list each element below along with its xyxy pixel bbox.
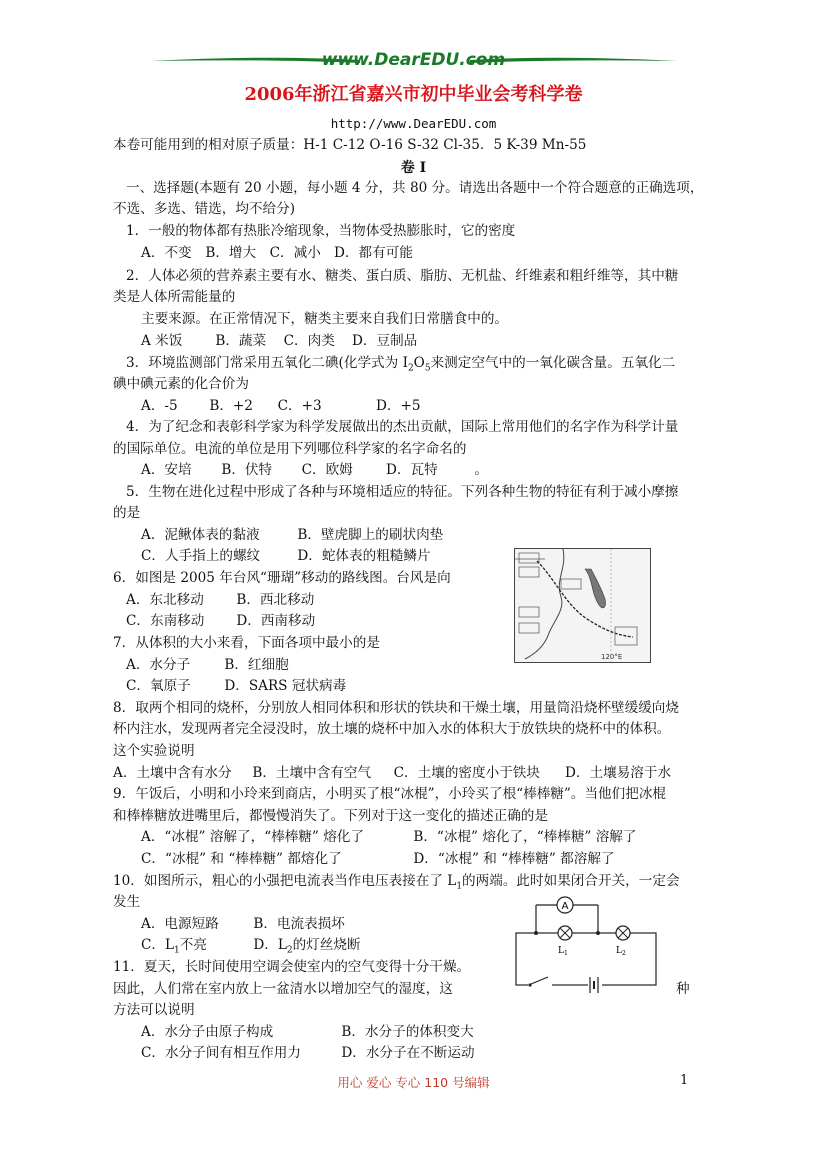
q6-option-b: B．西北移动 [236,592,315,608]
q10-option-d: D．$L_2$的灯丝烧断 [253,937,361,956]
page-number: 1 [680,1073,689,1088]
q10-option-a: A．电源短路 [141,916,219,932]
atomic-mass-line: 本卷可能用到的相对原子质量：H-1 C-12 O-16 S-32 Cl-35．5 K-39 Mn-55 [113,137,587,153]
q5-stem1: 5．生物在进化过程中形成了各种与环境相适应的特征。下列各种生物的特征有利于减小摩擦 [126,484,679,500]
q9-options-row2 [141,849,615,869]
q2-option-d: D．豆制品 [351,333,418,349]
q5-option-a: A．泥鳅体表的黏液 [141,527,260,543]
q11-option-b: B．水分子的体积变大 [341,1024,474,1040]
q9-option-b: B．“冰棍” 熔化了，“棒棒糖” 溶解了 [413,829,637,845]
q4-option-c: C．欧姆 [301,462,353,478]
q11-stem1: 11．夏天，长时间使用空调会使室内的空气变得十分干燥。 [113,959,471,975]
q10-options-row1 [141,914,345,934]
q9-options-row1 [141,827,636,847]
q3-stem1-a: 3．环境监测部门常采用五氧化二碘(化学式为 [126,355,403,371]
q2-options [141,331,417,351]
q7-option-c: C．氧原子 [126,678,191,694]
lamp-l2-label: $L_2$ [616,946,626,957]
q6-options-row1 [126,590,314,610]
q2-option-c: C．肉类 [283,333,335,349]
q4-option-a: A．安培 [141,462,192,478]
q8-options [113,763,671,783]
q11-option-d: D．水分子在不断运动 [341,1045,475,1061]
q8-option-d: D．土壤易溶于水 [564,765,672,781]
q9-option-c: C．“冰棍” 和 “棒棒糖” 都熔化了 [141,851,342,867]
q3-formula: $I_2O_5$ [402,355,431,374]
q4-stem2: 的国际单位。电流的单位是用下列哪位科学家的名字命名的 [113,441,467,457]
q11-option-c: C．水分子间有相互作用力 [141,1045,301,1061]
lamp-l2-icon [616,926,630,940]
q2-stem1: 2．人体必须的营养素主要有水、糖类、蛋白质、脂肪、无机盐、纤维素和粗纤维等，其中糖 [126,268,679,284]
q7-option-d: D．SARS 冠状病毒 [224,678,347,694]
q8-option-c: C．土壤的密度小于铁块 [393,765,540,781]
q3-stem2: 碘中碘元素的化合价为 [113,376,249,392]
q8-stem2: 杯内注水，发现两者完全浸没时，放土壤的烧杯中加入水的体积大于放铁块的烧杯中的体积。 [113,721,671,737]
q3-options [141,396,421,416]
q4-option-b: B．伏特 [221,462,273,478]
q11-stem2: 因此，人们常在室内放上一盆清水以增加空气的湿度，这 [113,981,453,997]
battery-icon [588,977,602,993]
q6-stem: 6．如图是 2005 年台风“珊瑚”移动的路线图。台风是向 [113,570,451,586]
q3-stem1-b: 来测定空气中的一氧化碳含量。五氧化二 [430,355,676,371]
q8-stem1: 8．取两个相同的烧杯，分别放人相同体积和形状的铁块和干燥土壤，用量筒沿烧杯壁缓缓向烧 [113,700,679,716]
q8-stem3: 这个实验说明 [113,743,195,759]
q10-option-c: C．$L_1$不亮 [141,937,207,956]
q1-option-a: A．不变 [141,245,192,261]
q7-options-row1 [126,655,289,675]
q4-stem1: 4．为了纪念和表彰科学家为科学发展做出的杰出贡献，国际上常用他们的名字作为科学计量 [126,419,679,435]
typhoon-map-drawing [515,549,650,662]
q5-options-row1 [141,525,443,545]
q2-option-a: A 米饭 [141,333,183,349]
q2-option-b: B．蔬菜 [215,333,267,349]
q7-stem: 7．从体积的大小来看，下面各项中最小的是 [113,635,380,651]
q7-option-b: B．红细胞 [224,657,289,673]
q6-option-a: A．东北移动 [126,592,204,608]
page-title: 2006年浙江省嘉兴市初中毕业会考科学卷 [244,84,583,105]
q4-options [141,460,488,480]
lamp-l1-label: $L_1$ [558,946,568,957]
q6-option-d: D．西南移动 [236,613,316,629]
q11-options-row1 [141,1022,474,1042]
q5-stem2: 的是 [113,505,141,521]
q11-options-row2 [141,1043,475,1063]
q9-stem1: 9．午饭后，小明和小玲来到商店，小明买了根“冰棍”，小玲买了根“棒棒糖”。当他们把冰棍 [113,786,667,802]
circuit-diagram [508,893,663,993]
q2-stem3: 主要来源。在正常情况下，糖类主要来自我们日常膳食中的。 [141,311,509,327]
q4-option-d: D．瓦特 [385,462,438,478]
q5-options-row2 [141,546,431,566]
q11-stem2-end: 种 [676,981,690,997]
q9-stem2: 和棒棒糖放进嘴里后，都慢慢消失了。下列对于这一变化的描述正确的是 [113,808,548,824]
q10-option-b: B．电流表损坏 [253,916,345,932]
q1-option-c: C．减小 [269,245,321,261]
q4-trailing-mark: 。 [474,462,488,478]
instructions-line2: 不选、多选、错选，均不给分) [113,201,296,217]
q7-options-row2 [126,676,346,696]
q9-option-d: D．“冰棍” 和 “棒棒糖” 都溶解了 [413,851,615,867]
q1-options [141,243,413,263]
q6-option-c: C．东南移动 [126,613,205,629]
q1-option-b: B．增大 [205,245,257,261]
q7-option-a: A．水分子 [126,657,191,673]
q11-stem3: 方法可以说明 [113,1002,195,1018]
q5-option-d: D．蛇体表的粗糙鳞片 [297,548,431,564]
q3-option-d: D．+5 [375,398,421,414]
q3-option-a: A．-5 [141,398,178,414]
q6-options-row2 [126,611,315,631]
typhoon-route-map [514,548,651,663]
q10-stem2: 发生 [113,894,141,910]
q8-option-b: B．土壤中含有空气 [252,765,372,781]
q10-stem1: 10．如图所示，粗心的小强把电流表当作电压表接在了 $L_1$的两端。此时如果闭合开关，一定会 [113,873,680,892]
q1-stem: 1．一般的物体都有热胀冷缩现象，当物体受热膨胀时，它的密度 [126,223,516,239]
q2-stem2: 类是人体所需能量的 [113,289,236,305]
q1-option-d: D．都有可能 [333,245,413,261]
map-longitude-label: 120°E [601,653,623,661]
q5-option-c: C．人手指上的螺纹 [141,548,261,564]
section-heading: 卷 Ⅰ [400,160,427,176]
lamp-l1-icon [558,926,572,940]
site-banner: www.DearEDU.com [321,50,506,70]
q3-option-c: C．+3 [277,398,322,414]
ammeter-label: A [561,901,569,912]
page-footer: 用心 爱心 专心 110 号编辑 [337,1075,490,1090]
switch-icon [528,977,552,991]
q5-option-b: B．壁虎脚上的刷状肉垫 [297,527,444,543]
q9-option-a: A．“冰棍” 溶解了，“棒棒糖” 熔化了 [141,829,364,845]
q3-option-b: B．+2 [209,398,253,414]
instructions-line1: 一、选择题(本题有 20 小题，每小题 4 分，共 80 分。请选出各题中一个符合题意的正确选项， [126,180,704,196]
q8-option-a: A．土壤中含有水分 [113,765,232,781]
source-url[interactable]: http://www.DearEDU.com [330,116,497,131]
q11-option-a: A．水分子由原子构成 [141,1024,274,1040]
